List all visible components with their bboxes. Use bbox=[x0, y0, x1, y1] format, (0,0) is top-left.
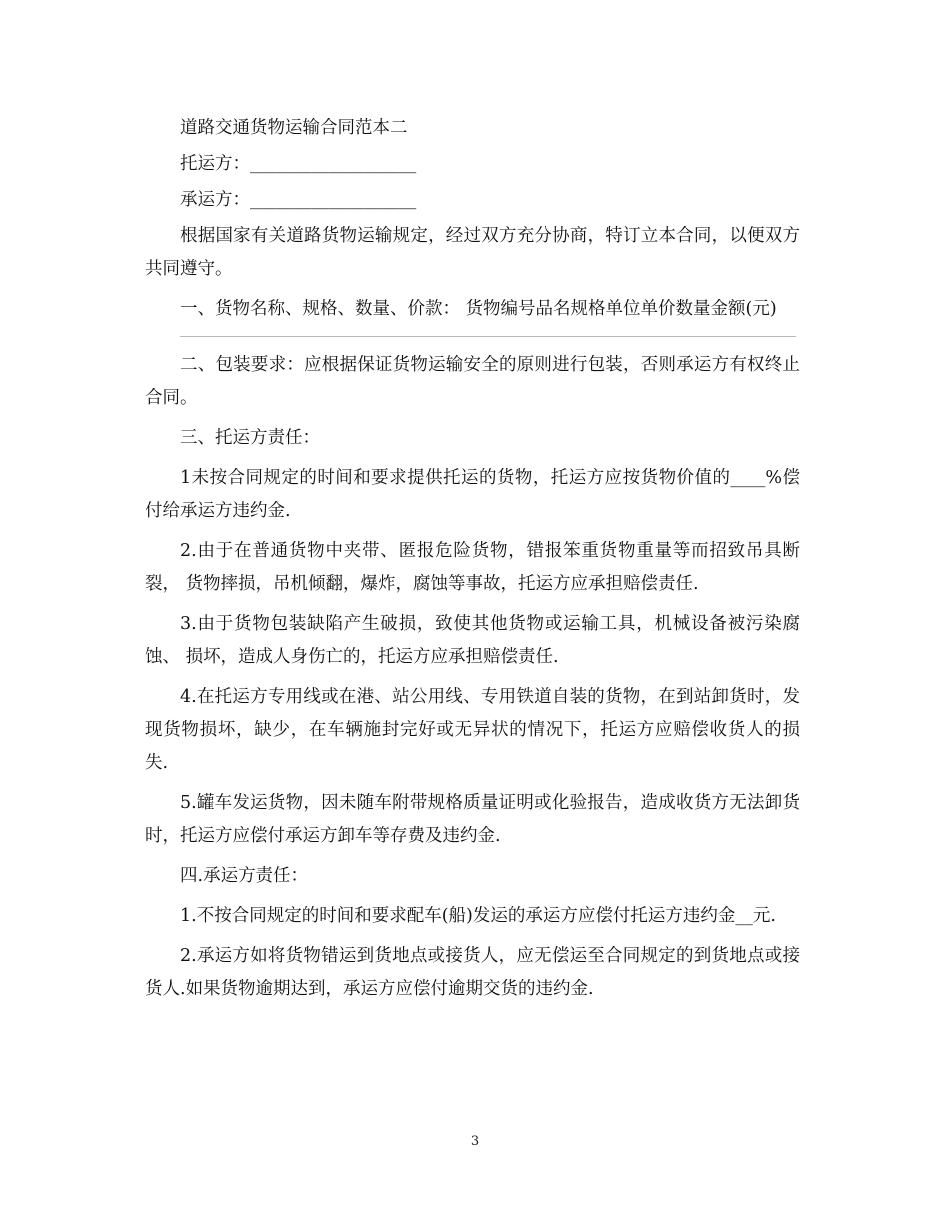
section-2-packaging: 二、包装要求：应根据保证货物运输安全的原则进行包装，否则承运方有权终止合同。 bbox=[145, 355, 800, 408]
section-4-item-2: 2.承运方如将货物错运到货地点或接货人，应无偿运至合同规定的到货地点或接 货人.如果货物逾期达到，承运方应偿付逾期交货的违约金. bbox=[145, 946, 806, 999]
intro-paragraph: 根据国家有关道路货物运输规定，经过双方充分协商，特订立本合同，以便双方共同遵守。 bbox=[145, 226, 800, 279]
section-3-item-2: 2.由于在普通货物中夹带、匿报危险货物，错报笨重货物重量等而招致吊具断裂， 货物摔损，吊机倾翻，爆炸，腐蚀等事故，托运方应承担赔偿责任. bbox=[145, 541, 800, 594]
section-3-heading: 三、托运方责任： bbox=[180, 428, 320, 448]
section-4-heading: 四.承运方责任： bbox=[180, 866, 309, 886]
section-3-item-3: 3.由于货物包装缺陷产生破损，致使其他货物或运输工具，机械设备被污染腐蚀、 损坏，造成人身伤亡的，托运方应承担赔偿责任. bbox=[145, 614, 800, 667]
section-3-item-5: 5.罐车发运货物，因未随车附带规格质量证明或化验报告，造成收货方无法卸货 时，托运方应偿付承运方卸车等存费及违约金. bbox=[145, 793, 806, 846]
shipper-line: 托运方：___________________ bbox=[180, 154, 417, 174]
goods-table-rule bbox=[180, 336, 796, 337]
section-4-item-1: 1.不按合同规定的时间和要求配车(船)发运的承运方应偿付托运方违约金__元. bbox=[180, 906, 776, 926]
carrier-line: 承运方：___________________ bbox=[180, 190, 417, 210]
section-3-item-4: 4.在托运方专用线或在港、站公用线、专用铁道自装的货物，在到站卸货时，发 现货物损坏，缺少，在车辆施封完好或无异状的情况下，托运方应赔偿收货人的损 失. bbox=[145, 687, 806, 773]
page-number: 3 bbox=[470, 1134, 480, 1149]
document-body bbox=[145, 112, 806, 1013]
section-3-item-1: 1未按合同规定的时间和要求提供托运的货物，托运方应按货物价值的____%偿 付给承运方违约金. bbox=[145, 468, 806, 521]
contract-title: 道路交通货物运输合同范本二 bbox=[180, 118, 408, 138]
section-1-goods: 一、货物名称、规格、数量、价款： 货物编号品名规格单位单价数量金额(元) bbox=[180, 299, 777, 319]
